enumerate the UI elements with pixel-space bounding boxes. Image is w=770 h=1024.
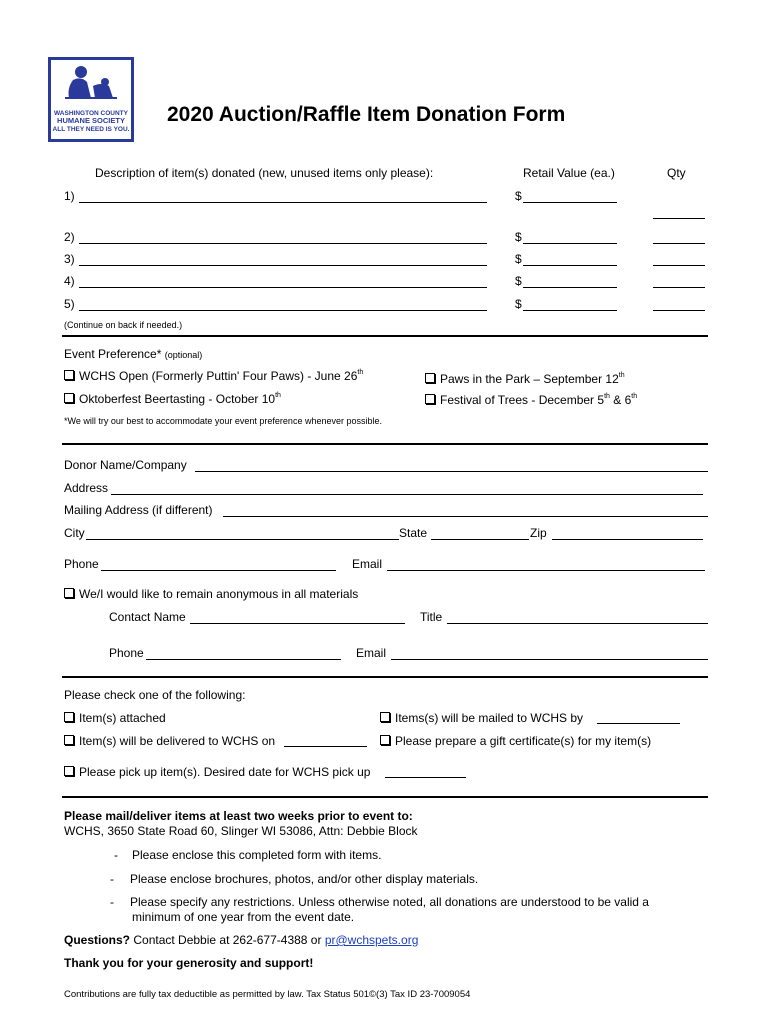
pickup-date-field[interactable] [385,777,466,778]
dog-and-person-icon [51,62,131,110]
option-items-mailed[interactable] [380,711,583,725]
tax-footer: Contributions are fully tax deductible as permitted by law. Tax Status 501©(3) Tax ID 23-7009054 [64,989,471,1000]
check-one-header: Please check one of the following: [64,688,246,702]
mail-instructions-header: Please mail/deliver items at least two weeks prior to event to: [64,809,413,823]
row-number: 2) [64,230,75,244]
qty-field[interactable] [653,287,705,288]
qty-field[interactable] [653,243,705,244]
phone-field[interactable] [101,570,336,571]
checkbox[interactable] [64,712,74,722]
instruction-restrictions-line1: Please specify any restrictions. Unless otherwise noted, all donations are understood to be valid a [130,895,649,909]
mailed-by-date-field[interactable] [597,723,680,724]
event-note: *We will try our best to accommodate your event preference whenever possible. [64,416,382,426]
event-preference-label: Event Preference* [64,347,162,361]
option-items-delivered[interactable] [64,734,275,748]
event-option-label: Oktoberfest Beertasting - October 10 [79,392,276,406]
qty-header: Qty [667,166,686,180]
checkbox[interactable] [64,588,74,598]
item-description-field[interactable] [79,287,487,288]
instruction-enclose-form: Please enclose this completed form with items. [132,848,382,862]
qty-field[interactable] [653,310,705,311]
contact-name-label: Contact Name [109,610,186,624]
superscript: th [618,372,625,379]
instruction-enclose-materials: Please enclose brochures, photos, and/or other display materials. [130,872,479,886]
event-option-festival-of-trees[interactable] [425,393,637,407]
title-label: Title [420,610,443,624]
option-label: Item(s) will be delivered to WCHS on [79,734,276,748]
superscript: th [275,392,281,399]
description-header: Description of item(s) donated (new, unused items only please): [95,166,434,180]
checkbox[interactable] [425,373,435,383]
city-label: City [64,526,85,540]
retail-value-field[interactable] [523,243,617,244]
superscript: th [357,369,364,376]
form-title: 2020 Auction/Raffle Item Donation Form [167,103,566,126]
title-field[interactable] [447,623,708,624]
option-items-attached[interactable] [64,711,166,725]
row-number: 1) [64,189,75,203]
contact-name-field[interactable] [190,623,405,624]
event-option-oktoberfest[interactable] [64,392,281,406]
state-label: State [399,526,428,540]
bullet-dash: - [114,848,118,862]
item-description-field[interactable] [79,310,487,311]
email-field[interactable] [387,570,705,571]
event-option-label-cont: & 6 [609,393,632,407]
row-number: 5) [64,297,75,311]
checkbox[interactable] [64,766,74,776]
mail-address: WCHS, 3650 State Road 60, Slinger WI 53086, Attn: Debbie Block [64,824,418,838]
contact-email-label: Email [356,646,387,660]
mailing-address-field[interactable] [223,516,708,517]
retail-value-field[interactable] [523,202,617,203]
item-description-field[interactable] [79,265,487,266]
dollar-sign: $ [515,189,522,203]
delivered-on-date-field[interactable] [284,746,367,747]
superscript: th [604,393,610,400]
option-label: Please pick up item(s). Desired date for WCHS pick up [79,765,371,779]
email-label: Email [352,557,383,571]
logo-line-1: WASHINGTON COUNTY [54,110,128,117]
checkbox[interactable] [380,735,390,745]
event-option-label: WCHS Open (Formerly Puttin' Four Paws) - June 26 [79,369,358,383]
wchs-logo [48,57,134,142]
event-option-wchs-open[interactable] [64,369,363,383]
checkbox[interactable] [425,394,435,404]
retail-value-field[interactable] [523,287,617,288]
optional-label: (optional) [164,350,203,360]
section-divider [62,796,708,798]
donor-name-field[interactable] [195,471,708,472]
event-preference-header [64,347,202,361]
bullet-dash: - [110,872,114,886]
option-label: Items(s) will be mailed to WCHS by [395,711,584,725]
retail-value-field[interactable] [523,310,617,311]
phone-label: Phone [64,557,99,571]
continue-note: (Continue on back if needed.) [64,320,183,330]
dollar-sign: $ [515,274,522,288]
contact-phone-label: Phone [109,646,144,660]
questions-text: Contact Debbie at 262-677-4388 or [130,933,325,947]
event-option-label: Festival of Trees - December 5 [440,393,605,407]
questions-label: Questions? [64,933,131,947]
instruction-restrictions-line2: minimum of one year from the event date. [132,910,355,924]
checkbox[interactable] [64,393,74,403]
section-divider [62,443,708,445]
qty-field[interactable] [653,265,705,266]
dollar-sign: $ [515,230,522,244]
zip-field[interactable] [552,539,703,540]
thank-you-message: Thank you for your generosity and support! [64,956,314,970]
dollar-sign: $ [515,252,522,266]
checkbox[interactable] [64,370,74,380]
contact-email-link[interactable]: pr@wchspets.org [324,933,419,947]
event-option-paws-in-park[interactable] [425,372,625,386]
contact-email-field[interactable] [391,659,708,660]
address-field[interactable] [111,494,703,495]
address-label: Address [64,481,109,495]
questions-line [64,933,418,947]
item-description-field[interactable] [79,243,487,244]
item-description-field[interactable] [79,202,487,203]
retail-value-header: Retail Value (ea.) [523,166,615,180]
dollar-sign: $ [515,297,522,311]
city-field[interactable] [86,539,399,540]
event-option-label: Paws in the Park – September 12 [440,372,619,386]
state-field[interactable] [431,539,529,540]
row-number: 3) [64,252,75,266]
logo-line-2: HUMANE SOCIETY [57,116,125,125]
anonymous-option[interactable] [64,587,358,601]
contact-phone-field[interactable] [146,659,341,660]
checkbox[interactable] [64,735,74,745]
section-divider [62,676,708,678]
superscript: th [631,393,638,400]
mailing-address-label: Mailing Address (if different) [64,503,213,517]
retail-value-field[interactable] [523,265,617,266]
option-pickup[interactable] [64,765,370,779]
row-number: 4) [64,274,75,288]
option-gift-certificate[interactable] [380,734,651,748]
donor-name-label: Donor Name/Company [64,458,187,472]
logo-line-3: ALL THEY NEED IS YOU. [52,126,130,133]
option-label: Please prepare a gift certificate(s) for my item(s) [395,734,652,748]
anonymous-label: We/I would like to remain anonymous in all materials [79,587,359,601]
section-divider [62,335,708,337]
bullet-dash: - [110,895,114,909]
zip-label: Zip [530,526,547,540]
qty-field[interactable] [653,218,705,219]
checkbox[interactable] [380,712,390,722]
option-label: Item(s) attached [79,711,166,725]
